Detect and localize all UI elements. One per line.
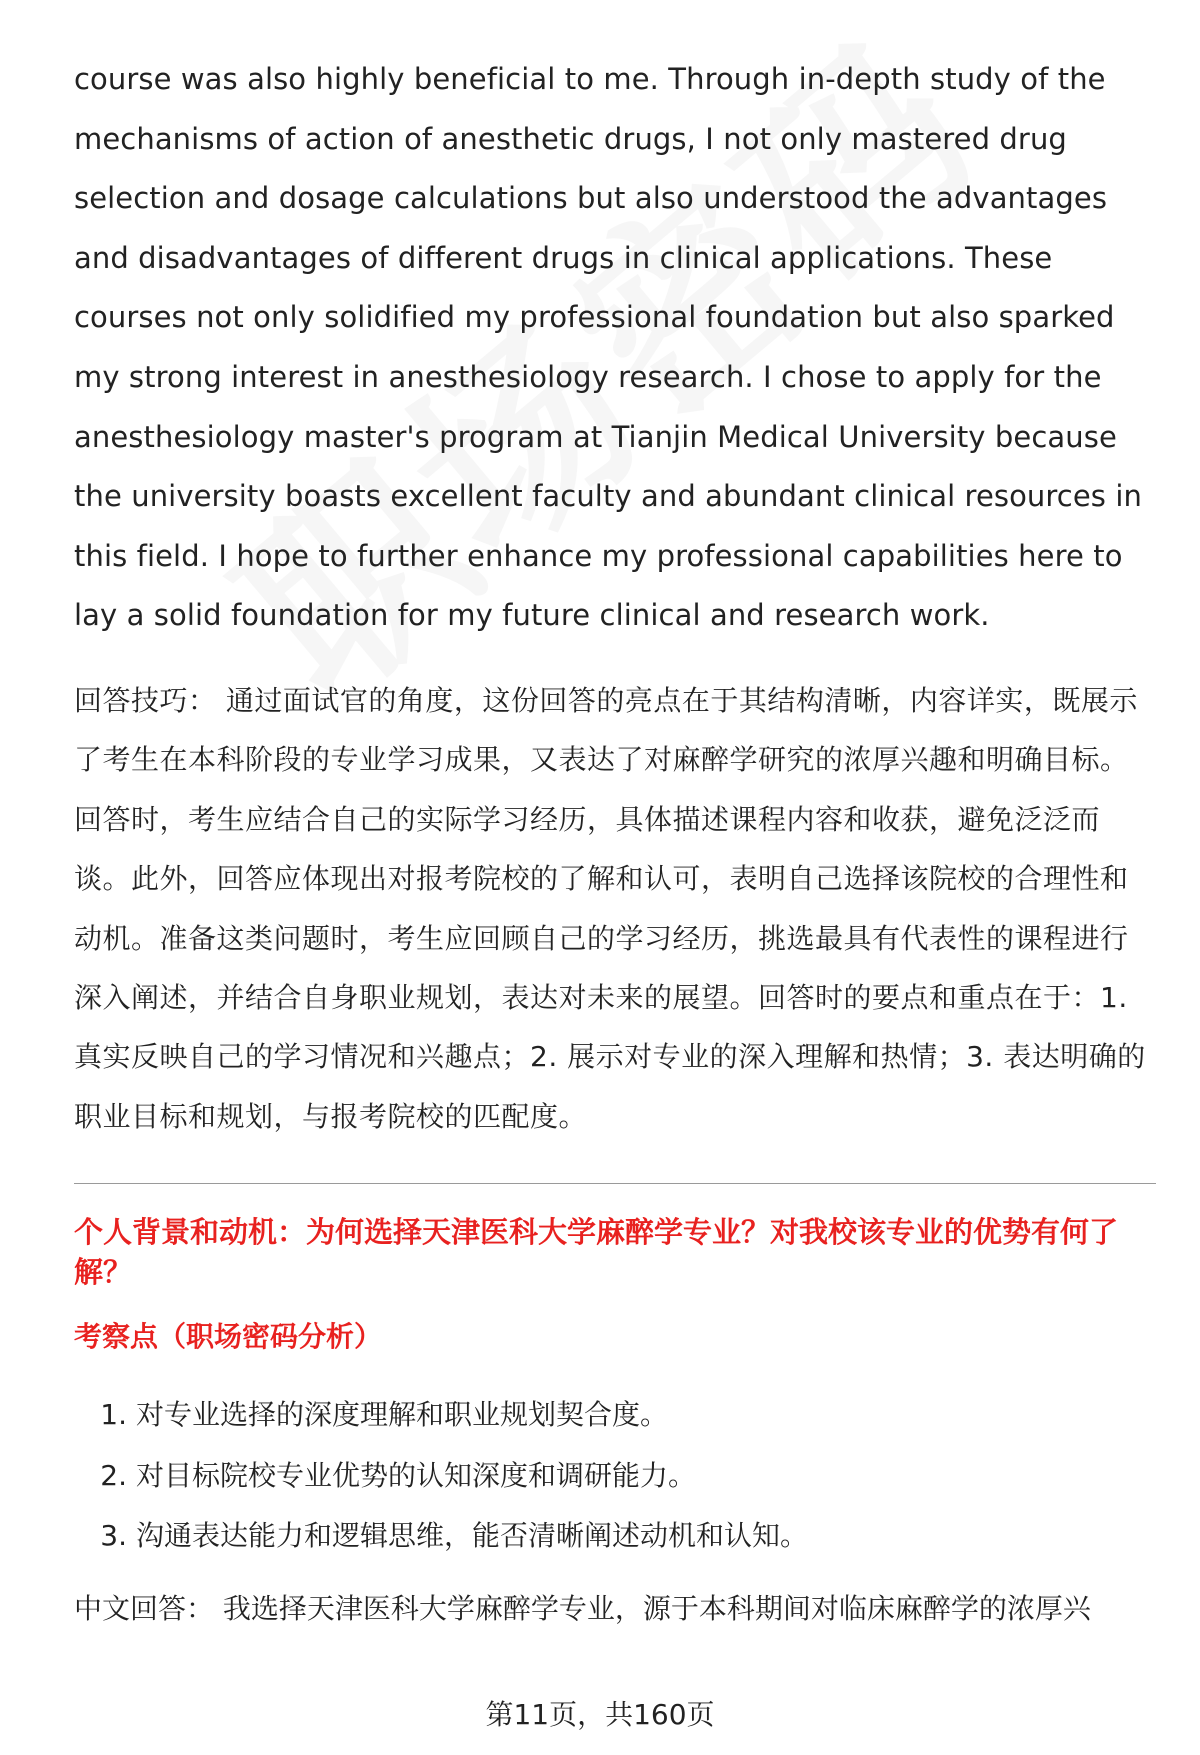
list-item-text: 沟通表达能力和逻辑思维，能否清晰阐述动机和认知。 <box>136 1519 809 1553</box>
list-item <box>74 1446 1154 1507</box>
question-heading: 个人背景和动机：为何选择天津医科大学麻醉学专业？对我校该专业的优势有何了解？ <box>74 1215 1119 1290</box>
list-item <box>74 1385 1154 1446</box>
page-content <box>74 50 1154 1629</box>
page-number-footer: 第11页，共160页 <box>485 1698 715 1731</box>
list-item-text: 对目标院校专业优势的认知深度和调研能力。 <box>136 1458 697 1492</box>
assessment-points-list <box>74 1385 1154 1567</box>
list-item-text: 对专业选择的深度理解和职业规划契合度。 <box>136 1398 669 1432</box>
chinese-answer-start: 中文回答： 我选择天津医科大学麻醉学专业，源于本科期间对临床麻醉学的浓厚兴 <box>74 1591 1091 1625</box>
list-item-number: 1. <box>100 1398 127 1432</box>
list-item <box>74 1506 1154 1567</box>
list-item-number: 3. <box>100 1519 127 1553</box>
list-item-number: 2. <box>100 1458 127 1492</box>
answer-tips-paragraph: 回答技巧： 通过面试官的角度，这份回答的亮点在于其结构清晰，内容详实，既展示了考生在本科阶段的专业学习成果，又表达了对麻醉学研究的浓厚兴趣和明确目标。回答时，考生应结合自己的实际学习经历，具体描述课程内容和收获，避免泛泛而谈。此外，回答应体现出对报考院校的了解和认可，表明自己选择该院校的合理性和动机。准备这类问题时，考生应回顾自己的学习经历，挑选最具有代表性的课程进行深入阐述，并结合自身职业规划，表达对未来的展望。回答时的要点和重点在于：1. 真实反映自己的学习情况和兴趣点；2. 展示对专业的深入理解和热情；3. 表达明确的职业目标和规划，与报考院校的匹配度。 <box>74 683 1146 1133</box>
section-divider <box>74 1183 1156 1184</box>
english-answer-paragraph: course was also highly beneficial to me. Through in-depth study of the mechanisms of action of anesthetic drugs, I not only mastered drug selection and dosage calculations but also understood the advantages and disadvantages of different drugs in clinical applications. These courses not only solidified my professional foundation but also sparked my strong interest in anesthesiology research. I chose to apply for the anesthesiology master's program at Tianjin Medical University because the university boasts excellent faculty and abundant clinical resources in this field. I hope to further enhance my professional capabilities here to lay a solid foundation for my future clinical and research work. <box>74 62 1142 633</box>
assessment-points-heading: 考察点（职场密码分析） <box>74 1320 383 1354</box>
